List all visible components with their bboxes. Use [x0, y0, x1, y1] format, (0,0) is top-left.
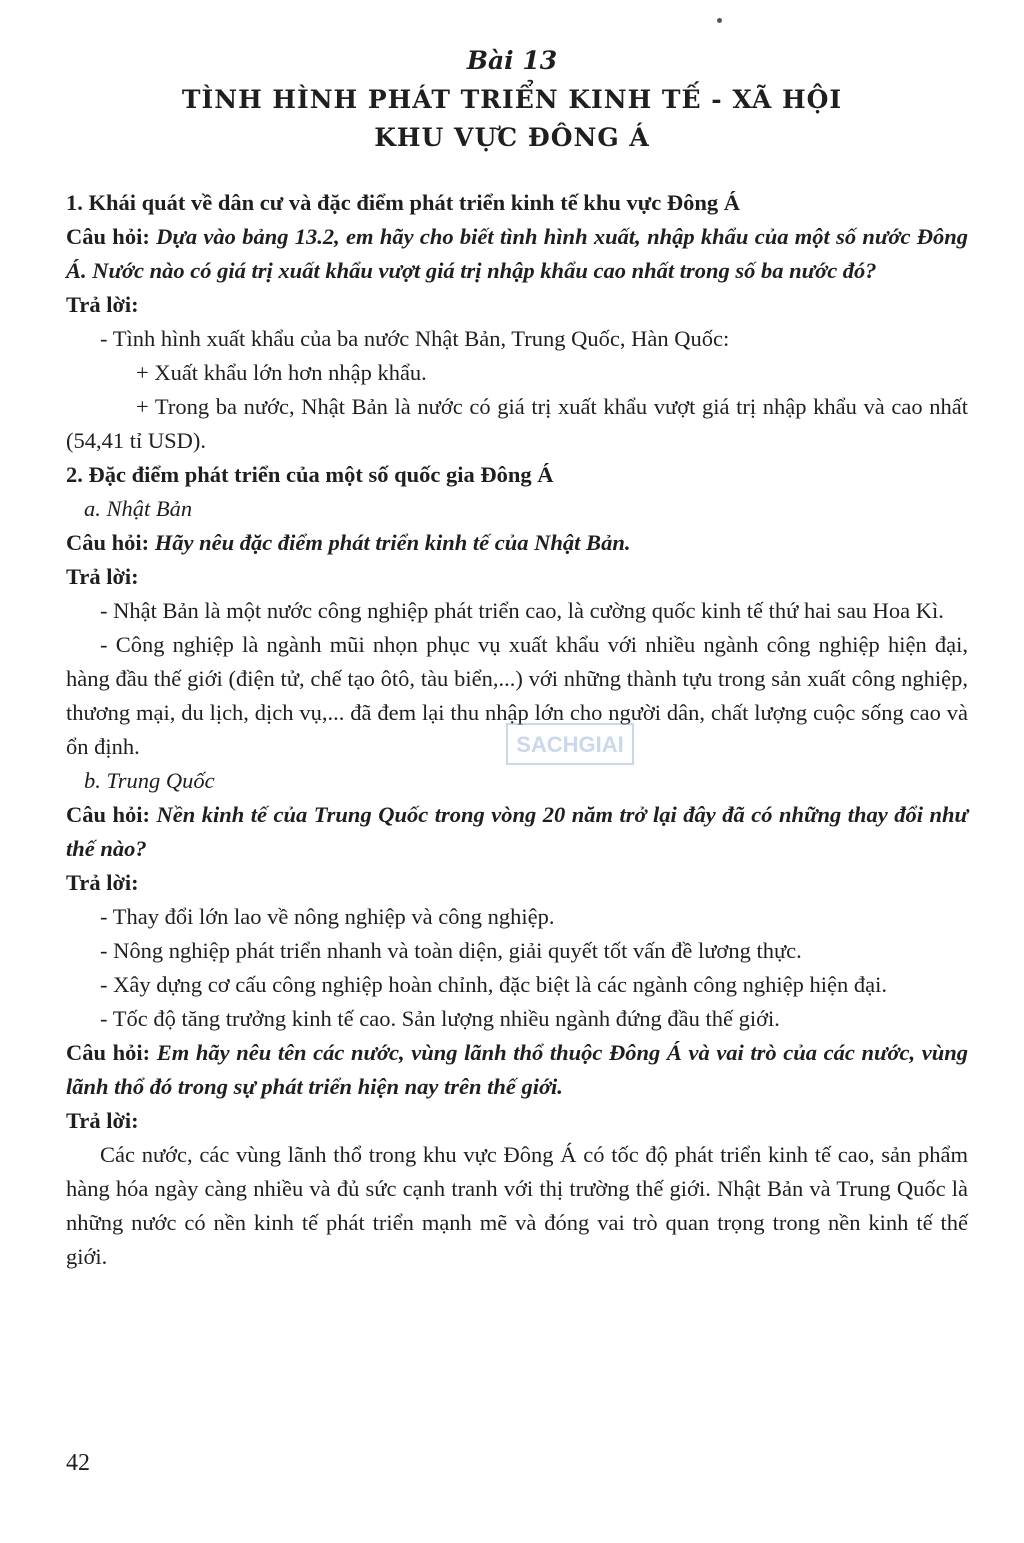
- page-number: 42: [66, 1450, 90, 1476]
- answer-line: - Thay đổi lớn lao về nông nghiệp và công nghiệp.: [100, 904, 555, 929]
- answer-paragraph: Các nước, các vùng lãnh thổ trong khu vực Đông Á có tốc độ phát triển kinh tế cao, sản phẩm hàng hóa ngày càng nhiều và đủ sức cạnh tranh với thị trường thế giới. Nhật Bản và Trung Quốc là những nước có nền kinh tế phát triển mạnh mẽ và đóng vai trò quan trọng trong nền kinh tế thế giới.: [66, 1142, 968, 1269]
- lesson-number: Bài 13: [466, 46, 558, 75]
- question-text: Nền kinh tế của Trung Quốc trong vòng 20 năm trở lại đây đã có những thay đổi như thế nào?: [66, 802, 968, 861]
- question-text: Em hãy nêu tên các nước, vùng lãnh thổ thuộc Đông Á và vai trò của các nước, vùng lãnh thổ đó trong sự phát triển hiện nay trên thế giới.: [66, 1040, 968, 1099]
- answer-line: - Tình hình xuất khẩu của ba nước Nhật Bản, Trung Quốc, Hàn Quốc:: [100, 326, 730, 351]
- question-label: Câu hỏi:: [66, 530, 155, 555]
- question-label: Câu hỏi:: [66, 1040, 157, 1065]
- page-title-line2: KHU VỰC ĐÔNG Á: [374, 123, 650, 152]
- answer-line: + Trong ba nước, Nhật Bản là nước có giá trị xuất khẩu vượt giá trị nhập khẩu và cao nhất (54,41 tỉ USD).: [66, 394, 968, 453]
- question-text: Dựa vào bảng 13.2, em hãy cho biết tình hình xuất, nhập khẩu của một số nước Đông Á. Nước nào có giá trị xuất khẩu vượt giá trị nhập khẩu cao nhất trong số ba nước đó?: [66, 224, 968, 283]
- answer-line: - Tốc độ tăng trưởng kinh tế cao. Sản lượng nhiều ngành đứng đầu thế giới.: [100, 1006, 780, 1031]
- answer-label: Trả lời:: [66, 292, 139, 317]
- question-2: [66, 526, 968, 560]
- section-heading-2: 2. Đặc điểm phát triển của một số quốc gia Đông Á: [66, 462, 554, 487]
- question-label: Câu hỏi:: [66, 802, 157, 827]
- watermark-text: SACHGIAI: [516, 732, 624, 757]
- section-heading-1: 1. Khái quát về dân cư và đặc điểm phát triển kinh tế khu vực Đông Á: [66, 190, 740, 215]
- answer-label: Trả lời:: [66, 870, 139, 895]
- question-4: [66, 1036, 968, 1104]
- answer-line: + Xuất khẩu lớn hơn nhập khẩu.: [136, 360, 427, 385]
- subsection-b: b. Trung Quốc: [84, 768, 215, 793]
- subsection-a: a. Nhật Bản: [84, 496, 193, 521]
- answer-line: - Công nghiệp là ngành mũi nhọn phục vụ xuất khẩu với nhiều ngành công nghiệp hiện đại, hàng đầu thế giới (điện tử, chế tạo ôtô, tàu biển,...) với những thành tựu trong sản xuất công nghiệp, thương mại, du lịch, dịch vụ,... đã đem lại thu nhập lớn cho người dân, chất lượng cuộc sống cao và ổn định.: [66, 632, 968, 759]
- answer-line: - Nhật Bản là một nước công nghiệp phát triển cao, là cường quốc kinh tế thứ hai sau Hoa Kì.: [100, 598, 944, 623]
- scan-speck: [717, 18, 722, 23]
- page-title-line1: TÌNH HÌNH PHÁT TRIỂN KINH TẾ - XÃ HỘI: [181, 85, 843, 114]
- answer-label: Trả lời:: [66, 1108, 139, 1133]
- answer-line: - Nông nghiệp phát triển nhanh và toàn diện, giải quyết tốt vấn đề lương thực.: [100, 938, 802, 963]
- answer-label: Trả lời:: [66, 564, 139, 589]
- question-text: Hãy nêu đặc điểm phát triển kinh tế của Nhật Bản.: [154, 530, 631, 555]
- question-label: Câu hỏi:: [66, 224, 157, 249]
- watermark-logo: [505, 722, 635, 766]
- answer-line: - Xây dựng cơ cấu công nghiệp hoàn chỉnh, đặc biệt là các ngành công nghiệp hiện đại.: [100, 972, 887, 997]
- question-1: [66, 220, 968, 288]
- question-3: [66, 798, 968, 866]
